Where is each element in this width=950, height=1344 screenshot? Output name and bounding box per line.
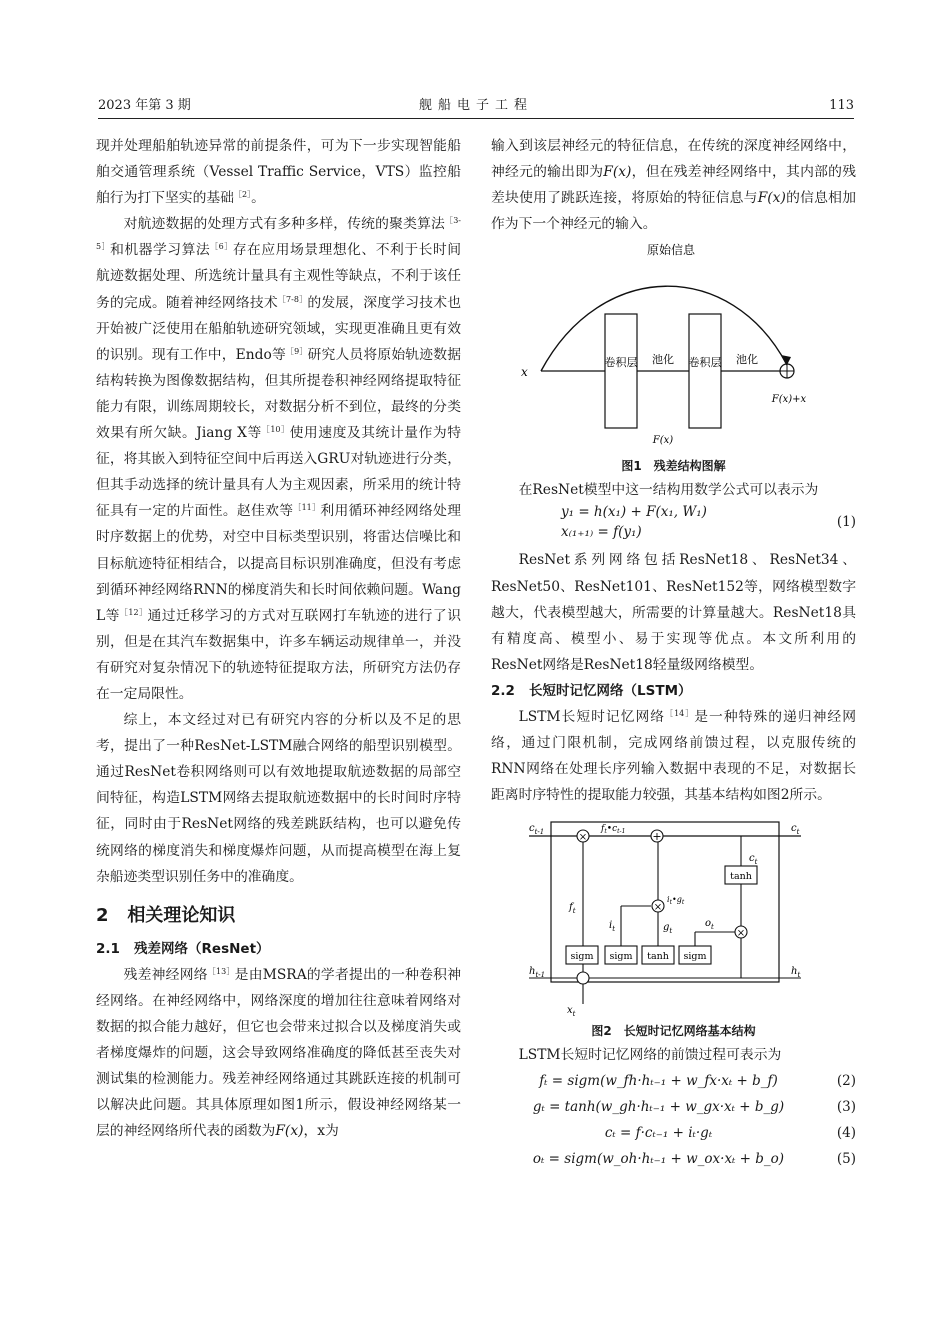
c-in-label: $c_t$ (749, 853, 758, 867)
equation-number: (3) (836, 1099, 856, 1116)
fc-label: $f_t•c_{t-1}$ (601, 824, 626, 836)
x-in-label: $x_t$ (567, 1005, 576, 1019)
fx-label: F(x) (652, 435, 674, 447)
equation-4: cₜ = f·cₜ₋₁ + iₜ·gₜ (4) (491, 1120, 856, 1146)
equation-1: y₁ = h(x₁) + F(x₁, W₁) x₍₁₊₁₎ = f(y₁) (1) (561, 504, 856, 541)
header-rule (98, 118, 854, 119)
h-out-label: $h_t$ (791, 966, 801, 980)
citation: ［2］ (233, 190, 252, 200)
equation-number: (2) (836, 1073, 856, 1090)
sigm-label: sigm (609, 951, 633, 963)
page-number: 113 (829, 98, 854, 113)
residual-diagram (491, 239, 856, 457)
concat-node (577, 972, 589, 984)
ig-label: $i_t•g_t$ (667, 895, 685, 907)
figure-1 (491, 239, 856, 477)
o-label: $o_t$ (705, 918, 714, 932)
paragraph: 对航迹数据的处理方式有多种多样，传统的聚类算法$^{[3-5]}$和机器学习算法$^{[6]}$存在应用场景理想化、不利于长时间航迹数据处理、所选统计量具有主观性等缺点，不利于该任务的完成。随着神经网络技术$^{[7-8]}$的发展，深度学习技术也开始被广泛使用在船舶轨迹研究领域，实现更准确且更有效的识别。现有工作中，Endo等$^{[9]}$研究人员将原始轨迹数据结构转换为图像数据结构，但其所提卷积神经网络提取特征能力有限，训练周期较长，对数据分析不到位，最终的分类效果有所欠缺。Jiang X等$^{[10]}$使用速度及其统计量作为特征，将其嵌入到特征空间中后再送入GRU对轨迹进行分类，但其手动选择的统计量具有人为主观因素，所采用的统计特征具有一定的片面性。赵佳欢等$^{[11]}$利用循环神经网络处理时序数据上的优势，对空中目标类型识别，将雷达信噪比和目标航迹特征相结合，以提高目标识别准确度，但没有考虑到循环神经网络RNN的梯度消失和长时间依赖问题。Wang L等$^{[12]}$通过迁移学习的方式对互联网打车轨迹的进行了识别，但是在其汽车数据集中，许多车辆运动规律单一，并没有研究对复杂情况下的轨迹特征提取方法，所研究方法仍存在一定局限性。 (96, 216, 462, 702)
g-label: $g_t$ (663, 922, 673, 936)
equation-number: (5) (836, 1151, 856, 1168)
equation-3: gₜ = tanh(w_gh·hₜ₋₁ + w_gx·xₜ + b_g) (3) (491, 1094, 856, 1120)
citation: ［3-5］ (96, 216, 462, 252)
tanh-label: tanh (730, 871, 752, 883)
multiply-symbol: × (578, 832, 588, 844)
conv-layer-2 (689, 314, 721, 428)
multiply-symbol: × (736, 928, 746, 940)
issue-label: 2023 年第 3 期 (98, 98, 191, 113)
c-out-label: $c_t$ (791, 823, 800, 837)
figure-2-caption: 图2 长短时记忆网络基本结构 (591, 1024, 756, 1039)
lstm-diagram (491, 810, 856, 1022)
journal-title: 舰船电子工程 (418, 98, 533, 113)
conv-1-label: 卷积层 (604, 356, 638, 370)
paragraph: LSTM长短时记忆网络$^{[14]}$是一种特殊的递归神经网络，通过门限机制，完成网络前馈过程，以克服传统的RNN网络在处理长序列输入数据中表现的不足，对数据长距离时序特性的提取能力较强，其基本结构如图2所示。 (491, 708, 856, 804)
paragraph: 残差神经网络$^{[13]}$是由MSRA的学者提出的一种卷积神经网络。在神经网络中，网络深度的增加往往意味着网络对数据的拟合能力越好，但它也会带来过拟合以及梯度消失或者梯度爆炸的问题，这会导致网络准确度的降低甚至丧失对测试集的检测能力。残差神经网络通过其跳跃连接的机制可以解决此问题。其具体原理如图1所示，假设神经网络某一层的神经网络所代表的函数为F(x)，x为 (96, 966, 461, 1140)
f-label: $f_t$ (569, 902, 576, 916)
tanh-label: tanh (647, 951, 669, 963)
equation-2: fₜ = sigm(w_fh·hₜ₋₁ + w_fx·xₜ + b_f) (2) (491, 1068, 856, 1094)
figure-2 (491, 810, 856, 1042)
running-header (98, 96, 854, 116)
left-column (96, 133, 461, 1144)
c-prev-label: $c_{t-1}$ (529, 823, 545, 837)
conv-2-label: 卷积层 (688, 356, 722, 370)
original-info-label: 原始信息 (646, 243, 696, 258)
citation: ［11］ (293, 503, 321, 513)
paragraph: 现并处理船舶轨迹异常的前提条件，可为下一步实现智能船舶交通管理系统（Vessel Traffic Service，VTS）监控船舶行为打下坚实的基础$^{[2]}$。 (96, 138, 461, 207)
h-prev-label: $h_{t-1}$ (529, 966, 546, 980)
input-x-label: x (521, 365, 528, 380)
citation: ［12］ (119, 607, 148, 617)
paragraph: ResNet系列网络包括ResNet18、ResNet34、ResNet50、ResNet101、ResNet152等，网络模型数字越大，代表模型越大，所需要的计算量越大。ResNet18具有精度高、模型小、易于实现等优点。本文所利用的ResNet网络是ResNet18轻量级网络模型。 (491, 552, 856, 673)
sigm-label: sigm (683, 951, 707, 963)
paragraph: LSTM长短时记忆网络的前馈过程可表示为 (518, 1047, 782, 1064)
citation: ［9］ (285, 346, 308, 356)
citation: ［14］ (665, 708, 695, 718)
section-heading: 2 相关理论知识 (96, 904, 236, 926)
pool-1-label: 池化 (652, 353, 674, 367)
pool-2-label: 池化 (736, 353, 758, 367)
multiply-symbol: × (653, 902, 663, 914)
citation: ［13］ (207, 966, 235, 976)
paragraph: 输入到该层神经元的特征信息，在传统的深度神经网络中，神经元的输出即为F(x)，但在残差神经网络中，其内部的残差块使用了跳跃连接，将原始的特征信息与F(x)的信息相加作为下一个神经元的输入。 (491, 138, 857, 233)
equation-number: (1) (836, 514, 856, 531)
figure-1-caption: 图1 残差结构图解 (621, 459, 726, 474)
i-label: $i_t$ (609, 920, 616, 934)
conv-layer-1 (605, 314, 637, 428)
equation-5: oₜ = sigm(w_oh·hₜ₋₁ + w_ox·xₜ + b_o) (5) (491, 1146, 856, 1172)
citation: ［7-8］ (277, 294, 308, 304)
output-label: F(x)+x (771, 394, 807, 406)
paragraph: 在ResNet模型中这一结构用数学公式可以表示为 (518, 482, 819, 499)
sigm-label: sigm (570, 951, 594, 963)
right-column (491, 133, 856, 1172)
citation: ［6］ (210, 242, 233, 252)
citation: ［10］ (261, 425, 290, 435)
equation-number: (4) (836, 1125, 856, 1142)
paragraph: 综上，本文经过对已有研究内容的分析以及不足的思考，提出了一种ResNet-LSTM融合网络的船型识别模型。通过ResNet卷积网络则可以有效地提取航迹数据的局部空间特征，构造LSTM网络去提取航迹数据中的长时间时序特征，同时由于ResNet网络的残差跳跃结构，也可以避免传统网络的梯度消失和梯度爆炸问题，从而提高模型在海上复杂船迹类型识别任务中的准确度。 (96, 712, 461, 885)
subsection-heading: 2.2 长短时记忆网络（LSTM） (491, 682, 692, 699)
add-symbol: + (652, 830, 662, 844)
subsection-heading: 2.1 残差网络（ResNet） (96, 940, 270, 957)
